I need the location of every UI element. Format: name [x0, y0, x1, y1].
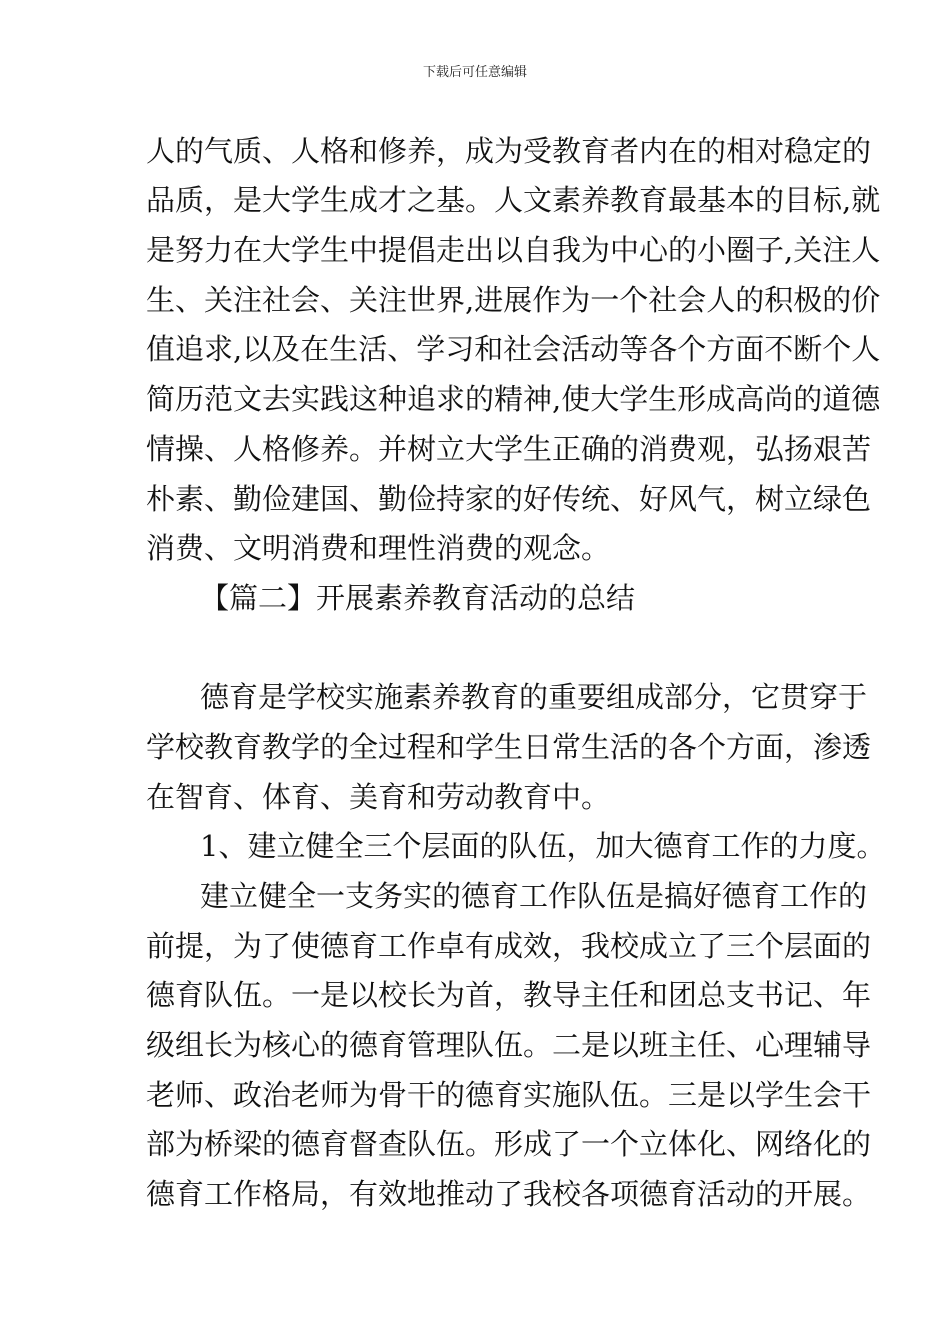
paragraph-line: 德育队伍。一是以校长为首，教导主任和团总支书记、年 — [146, 978, 872, 1012]
paragraph-line: 值追求,以及在生活、学习和社会活动等各个方面不断个人 — [146, 332, 881, 366]
paragraph-line: 学校教育教学的全过程和学生日常生活的各个方面，渗透 — [146, 730, 872, 764]
paragraph-line: 品质，是大学生成才之基。人文素养教育最基本的目标,就 — [146, 183, 881, 217]
list-item-heading: 1、建立健全三个层面的队伍，加大德育工作的力度。 — [200, 829, 886, 863]
paragraph-line: 情操、人格修养。并树立大学生正确的消费观，弘扬艰苦 — [146, 432, 872, 466]
paragraph-line: 老师、政治老师为骨干的德育实施队伍。三是以学生会干 — [146, 1078, 872, 1112]
page-header: 下载后可任意编辑 — [422, 65, 527, 80]
paragraph-line: 简历范文去实践这种追求的精神,使大学生形成高尚的道德 — [146, 382, 881, 416]
paragraph-line: 朴素、勤俭建国、勤俭持家的好传统、好风气，树立绿色 — [146, 482, 872, 516]
paragraph-line: 消费、文明消费和理性消费的观念。 — [146, 531, 611, 565]
paragraph-line: 部为桥梁的德育督查队伍。形成了一个立体化、网络化的 — [146, 1127, 872, 1161]
paragraph-line: 在智育、体育、美育和劳动教育中。 — [146, 780, 611, 814]
paragraph-line: 德育工作格局，有效地推动了我校各项德育活动的开展。 — [146, 1177, 872, 1211]
section-heading: 【篇二】开展素养教育活动的总结 — [200, 581, 636, 615]
paragraph-line: 级组长为核心的德育管理队伍。二是以班主任、心理辅导 — [146, 1028, 872, 1062]
paragraph-line: 建立健全一支务实的德育工作队伍是搞好德育工作的 — [200, 879, 868, 913]
paragraph-line: 生、关注社会、关注世界,进展作为一个社会人的积极的价 — [146, 283, 881, 317]
paragraph-line: 是努力在大学生中提倡走出以自我为中心的小圈子,关注人 — [146, 233, 881, 267]
paragraph-line: 人的气质、人格和修养，成为受教育者内在的相对稳定的 — [146, 134, 872, 168]
paragraph-line: 德育是学校实施素养教育的重要组成部分，它贯穿于 — [200, 680, 868, 714]
paragraph-line: 前提，为了使德育工作卓有成效，我校成立了三个层面的 — [146, 929, 872, 963]
